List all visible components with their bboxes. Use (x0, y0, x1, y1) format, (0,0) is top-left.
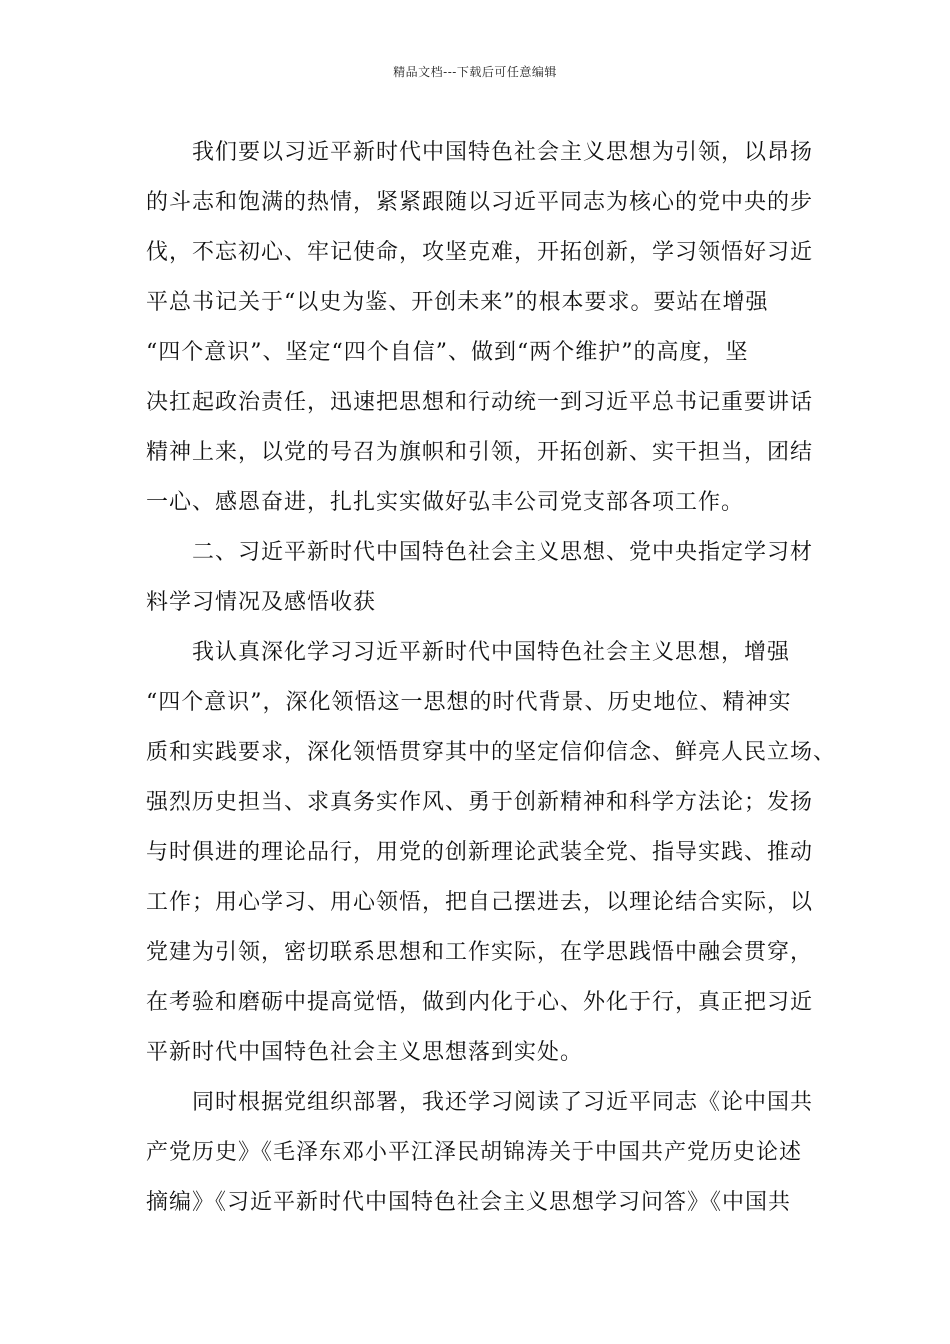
paragraph-line: 一心、感恩奋进，扎扎实实做好弘丰公司党支部各项工作。 (146, 490, 745, 515)
paragraph-line: 决扛起政治责任，迅速把思想和行动统一到习近平总书记重要讲话 (146, 390, 814, 415)
paragraph-line: 平总书记关于“以史为鉴、开创未来”的根本要求。要站在增强 (146, 290, 769, 315)
paragraph-line: 与时俱进的理论品行，用党的创新理论武装全党、指导实践、推动 (146, 840, 814, 865)
paragraph-line: 我们要以习近平新时代中国特色社会主义思想为引领，以昂扬 (192, 140, 814, 165)
page-header: 精品文档---下载后可任意编辑 (393, 65, 557, 79)
document-body (146, 128, 836, 1228)
section-heading-line: 料学习情况及感悟收获 (146, 590, 377, 615)
paragraph-line: 党建为引领，密切联系思想和工作实际，在学思践悟中融会贯穿， (146, 940, 814, 965)
paragraph-line: “四个意识”，深化领悟这一思想的时代背景、历史地位、精神实 (146, 690, 792, 715)
paragraph-line: 伐，不忘初心、牢记使命，攻坚克难，开拓创新，学习领悟好习近 (146, 240, 814, 265)
paragraph-line: 强烈历史担当、求真务实作风、勇于创新精神和科学方法论；发扬 (146, 790, 814, 815)
paragraph-line: 产党历史》《毛泽东邓小平江泽民胡锦涛关于中国共产党历史论述 (146, 1140, 803, 1165)
paragraph-line: 平新时代中国特色社会主义思想落到实处。 (146, 1040, 584, 1065)
section-heading-line: 二、习近平新时代中国特色社会主义思想、党中央指定学习材 (192, 540, 814, 565)
paragraph-line: 质和实践要求，深化领悟贯穿其中的坚定信仰信念、鲜亮人民立场、 (146, 740, 837, 765)
paragraph-line: 同时根据党组织部署，我还学习阅读了习近平同志《论中国共 (192, 1090, 814, 1115)
paragraph-line: 精神上来，以党的号召为旗帜和引领，开拓创新、实干担当，团结 (146, 440, 814, 465)
paragraph-line: 摘编》《习近平新时代中国特色社会主义思想学习问答》《中国共 (146, 1190, 792, 1215)
paragraph-line: 的斗志和饱满的热情，紧紧跟随以习近平同志为核心的党中央的步 (146, 190, 814, 215)
paragraph-line: 在考验和磨砺中提高觉悟，做到内化于心、外化于行，真正把习近 (146, 990, 814, 1015)
paragraph-line: “四个意识”、坚定“四个自信”、做到“两个维护”的高度，坚 (146, 340, 749, 365)
paragraph-line: 我认真深化学习习近平新时代中国特色社会主义思想，增强 (192, 640, 791, 665)
paragraph-line: 工作；用心学习、用心领悟，把自己摆进去，以理论结合实际，以 (146, 890, 814, 915)
